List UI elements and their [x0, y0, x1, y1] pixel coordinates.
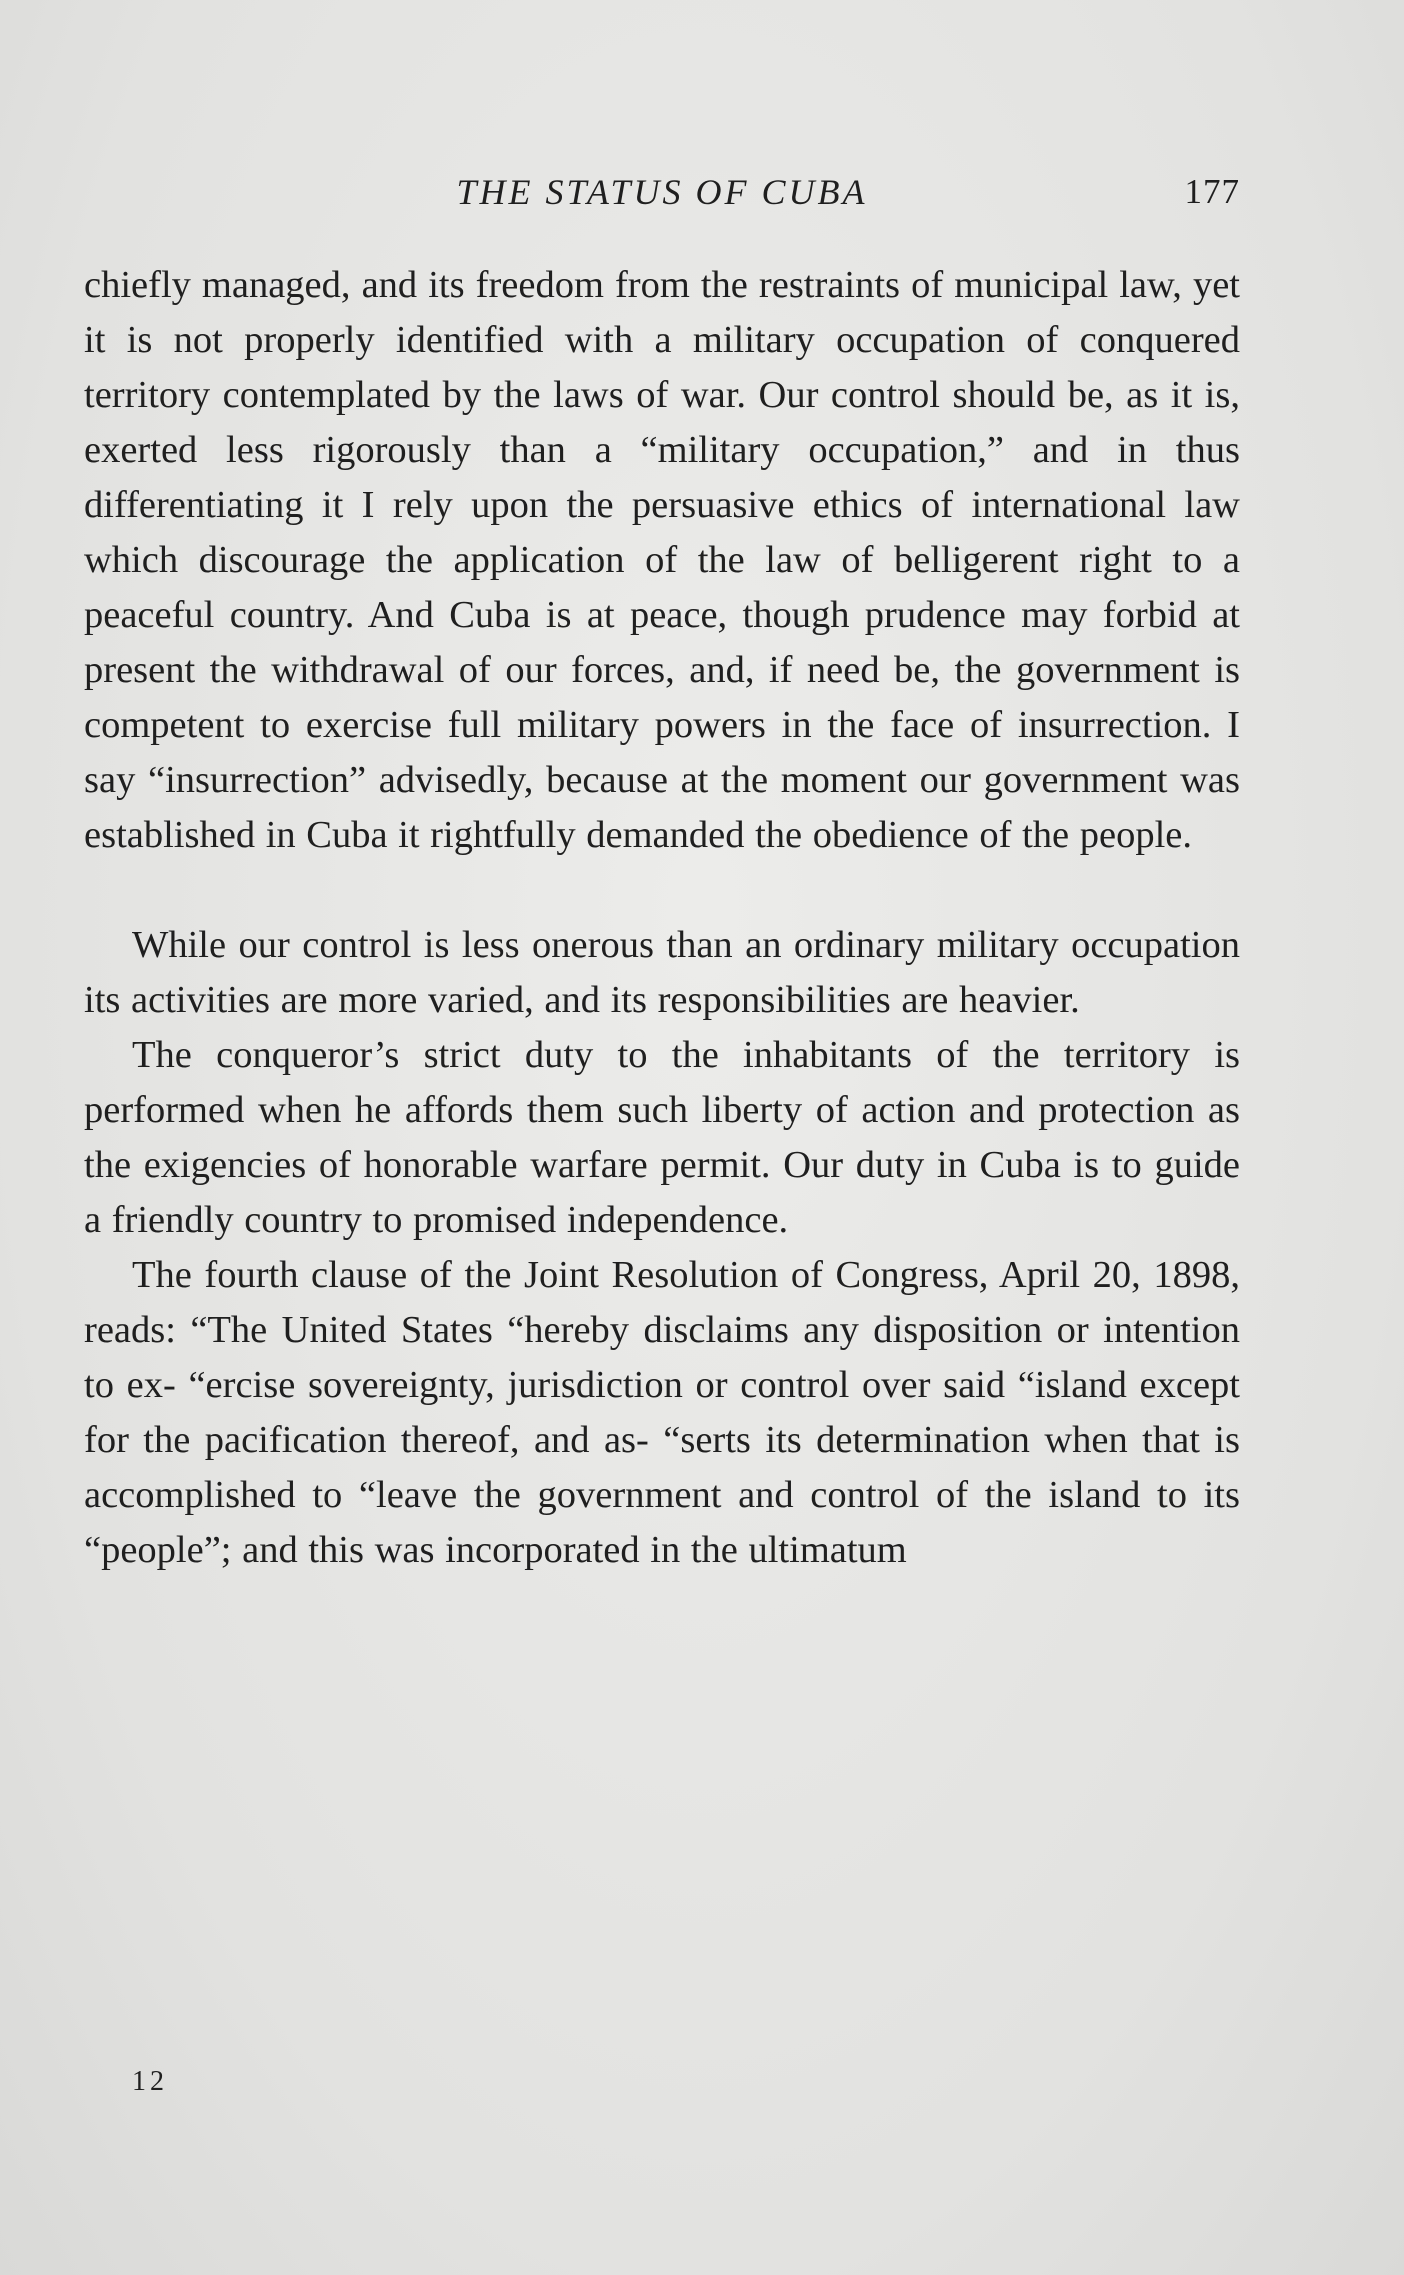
running-head	[84, 162, 1240, 222]
running-title: THE STATUS OF CUBA	[456, 172, 868, 212]
paragraph-joint-resolution: The fourth clause of the Joint Resolution of Congress, April 20, 1898, reads: “The United States “hereby disclaims any disposition or intention to ex- “ercise sovereignty, jurisdiction or control over said “island except for the pacification thereof, and as- “serts its determination when that is accomplished to “leave the government and control of the island to its “people”; and this was incorporated in the ultimatum	[84, 1254, 1240, 1571]
page-number: 177	[1184, 172, 1240, 211]
paragraph-conqueror-duty: The conqueror’s strict duty to the inhabitants of the territory is performed when he affords them such liberty of action and protection as the exigencies of honorable warfare permit. Our duty in Cuba is to guide a friendly country to promised independence.	[84, 1034, 1240, 1241]
paragraph-continuation: chiefly managed, and its freedom from the restraints of municipal law, yet it is not properly identified with a military occupation of conquered territory contemplated by the laws of war. Our control should be, as it is, exerted less rigorously than a “military occupation,” and in thus differentiating it I rely upon the persuasive ethics of international law which discourage the application of the law of belligerent right to a peaceful country. And Cuba is at peace, though prudence may forbid at present the withdrawal of our forces, and, if need be, the government is competent to exercise full military powers in the face of insurrection. I say “insurrection” advisedly, because at the moment our government was established in Cuba it rightfully demanded the obedience of the people.	[84, 264, 1240, 856]
signature-mark: 12	[132, 2066, 168, 2097]
paragraph-control-activities: While our control is less onerous than an ordinary military occupation its activities are more varied, and its responsibilities are heavier.	[84, 924, 1240, 1021]
body-text	[84, 258, 1240, 1578]
